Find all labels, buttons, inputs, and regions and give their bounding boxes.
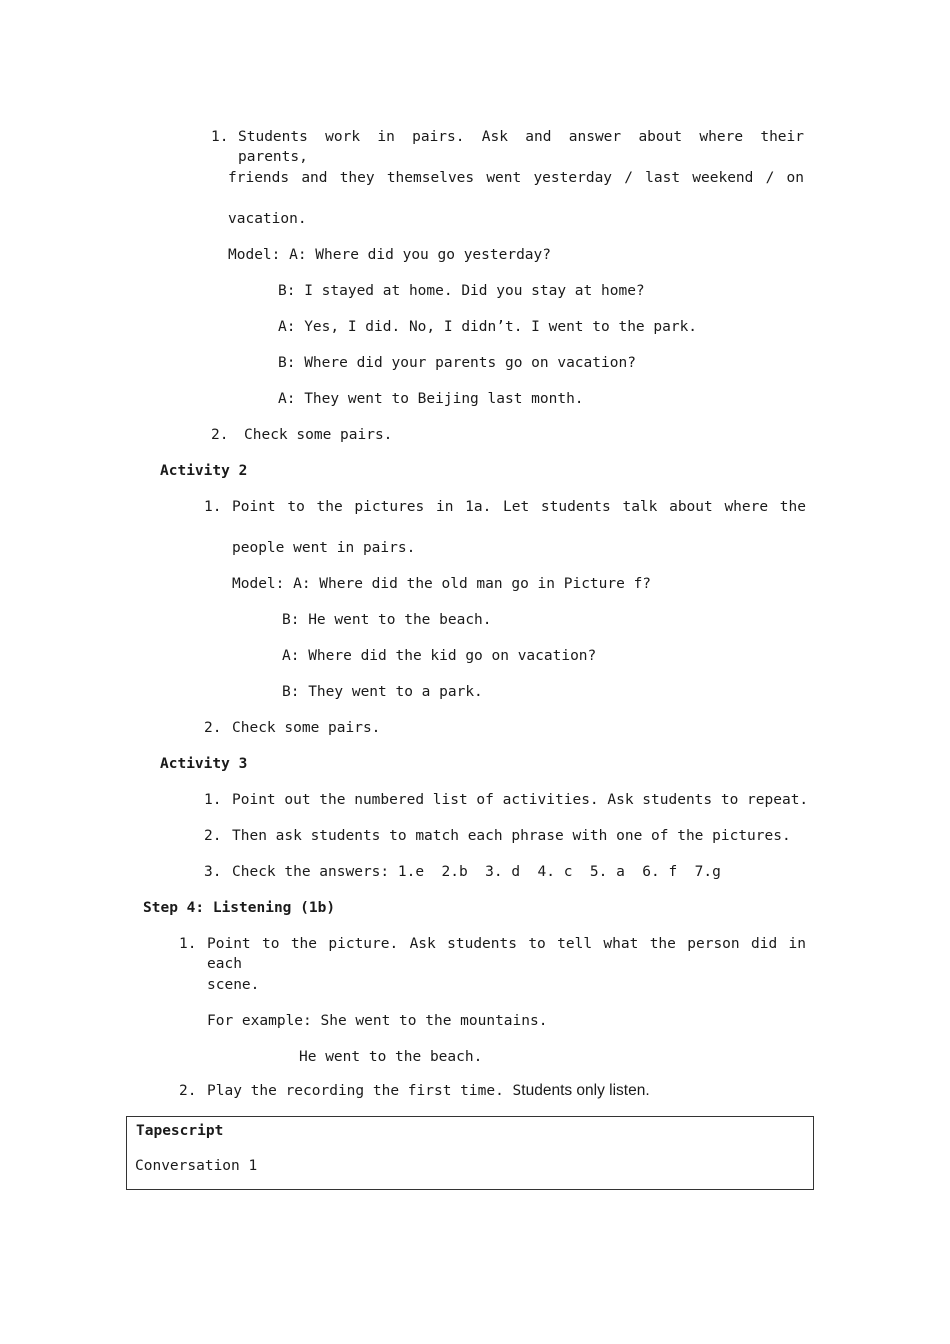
model-dialogue-line: Model: A: Where did the old man go in Picture f? xyxy=(232,576,652,592)
model-dialogue-line: A: Where did the kid go on vacation? xyxy=(282,648,597,664)
list-number: 3. xyxy=(204,864,222,880)
paragraph-line: vacation. xyxy=(228,211,307,227)
list-number: 2. xyxy=(204,720,222,736)
example-line: For example: She went to the mountains. xyxy=(207,1013,548,1029)
list-item-text: Check some pairs. xyxy=(244,427,393,443)
paragraph-line: Students work in pairs. Ask and answer about where their parents, xyxy=(238,129,804,165)
model-dialogue-line: B: They went to a park. xyxy=(282,684,483,700)
list-number: 2. xyxy=(204,828,222,844)
model-dialogue-line: Model: A: Where did you go yesterday? xyxy=(228,247,552,263)
list-item-text: Point out the numbered list of activities. Ask students to repeat. xyxy=(232,792,809,808)
tapescript-conversation-label: Conversation 1 xyxy=(135,1158,258,1174)
model-dialogue-line: B: He went to the beach. xyxy=(282,612,492,628)
list-number: 2. xyxy=(179,1083,197,1099)
list-number: 1. xyxy=(211,129,229,145)
section-heading: Activity 2 xyxy=(160,463,248,479)
tapescript-box xyxy=(126,1116,814,1190)
list-item-text: Check some pairs. xyxy=(232,720,381,736)
list-number: 1. xyxy=(204,499,222,515)
example-line: He went to the beach. xyxy=(299,1049,483,1065)
list-item-text: Check the answers: 1.e 2.b 3. d 4. c 5. a 6. f 7.g xyxy=(232,864,721,880)
list-item-text xyxy=(207,1081,650,1101)
model-dialogue-line: A: They went to Beijing last month. xyxy=(278,391,584,407)
model-dialogue-line: B: Where did your parents go on vacation? xyxy=(278,355,636,371)
section-heading: Activity 3 xyxy=(160,756,248,772)
list-item-text-mono: Play the recording the first time. S xyxy=(207,1083,522,1099)
tapescript-title: Tapescript xyxy=(136,1123,224,1139)
model-dialogue-line: B: I stayed at home. Did you stay at home? xyxy=(278,283,645,299)
list-number: 1. xyxy=(179,936,197,952)
model-dialogue-line: A: Yes, I did. No, I didn’t. I went to the park. xyxy=(278,319,698,335)
list-number: 2. xyxy=(211,427,229,443)
section-heading: Step 4: Listening (1b) xyxy=(143,900,336,916)
paragraph-line: scene. xyxy=(207,977,260,993)
list-item-text: Then ask students to match each phrase with one of the pictures. xyxy=(232,828,791,844)
list-item-text-sans: tudents only listen. xyxy=(521,1082,650,1099)
paragraph-line: Point to the pictures in 1a. Let students talk about where the xyxy=(232,499,806,515)
paragraph-line: Point to the picture. Ask students to tell what the person did in each xyxy=(207,936,806,972)
paragraph-line: people went in pairs. xyxy=(232,540,416,556)
paragraph-line: friends and they themselves went yesterday / last weekend / on xyxy=(228,170,804,186)
list-number: 1. xyxy=(204,792,222,808)
